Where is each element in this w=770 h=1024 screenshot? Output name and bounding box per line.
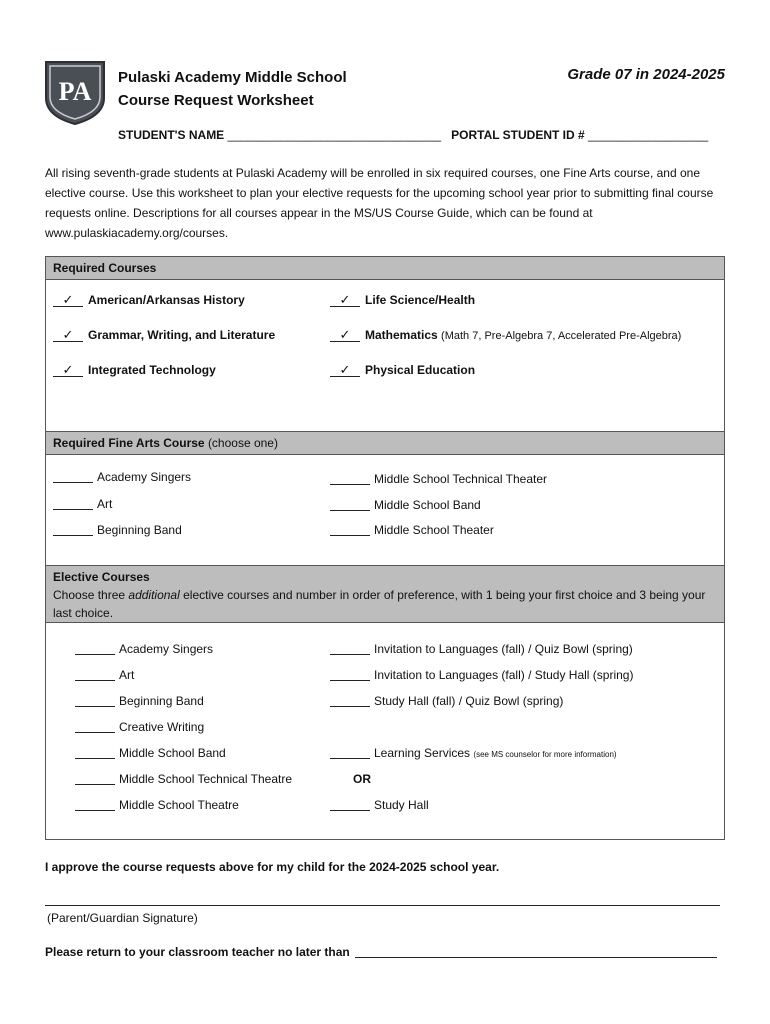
form-heading (118, 66, 347, 112)
elective-option[interactable]: Invitation to Languages (fall) / Study Hall (spring) (330, 668, 633, 682)
portal-id-label: PORTAL STUDENT ID # (451, 128, 585, 142)
checkmark-icon: ✓ (330, 293, 360, 307)
fine-arts-option[interactable]: Middle School Theater (330, 523, 494, 537)
required-course-item: ✓ Life Science/Health (330, 293, 475, 307)
checkmark-icon: ✓ (330, 363, 360, 377)
school-crest-logo (44, 60, 106, 126)
checkmark-icon: ✓ (53, 363, 83, 377)
elective-courses-section (45, 565, 725, 840)
form-title: Course Request Worksheet (118, 92, 314, 109)
intro-paragraph: All rising seventh-grade students at Pulaski Academy will be enrolled in six required courses, one Fine Arts course, and one elective course. Use this worksheet to plan your elective requests for the upcoming school year prior to submitting final course requests online. Descriptions for all courses appear in the MS/US Course Guide, which can be found at www.pulaskiacademy.org/courses. (45, 166, 714, 240)
return-date-line (45, 945, 721, 959)
fine-arts-heading: Required Fine Arts Course (choose one) (46, 432, 724, 455)
student-name-label: STUDENT'S NAME (118, 128, 225, 142)
student-id-line (118, 128, 708, 142)
signature-line[interactable] (45, 905, 720, 906)
signature-label: (Parent/Guardian Signature) (47, 911, 198, 925)
elective-option[interactable]: Middle School Theatre (75, 798, 239, 812)
return-label: Please return to your classroom teacher no later than (45, 945, 350, 959)
required-courses-section (45, 256, 725, 432)
fine-arts-section (45, 431, 725, 566)
required-course-item: ✓ Grammar, Writing, and Literature (53, 328, 275, 342)
fine-arts-option[interactable]: Academy Singers (53, 470, 191, 484)
elective-option-study-hall[interactable]: Study Hall (330, 798, 429, 812)
required-course-item: ✓ Mathematics (Math 7, Pre-Algebra 7, Accelerated Pre-Algebra) (330, 328, 681, 342)
elective-option[interactable]: Art (75, 668, 134, 682)
grade-title: Grade 07 in 2024-2025 (567, 66, 725, 83)
fine-arts-option[interactable]: Middle School Technical Theater (330, 472, 547, 486)
fine-arts-option[interactable]: Art (53, 497, 112, 511)
svg-text:PA: PA (58, 77, 92, 106)
checkmark-icon: ✓ (330, 328, 360, 342)
elective-option[interactable]: Academy Singers (75, 642, 213, 656)
approval-statement: I approve the course requests above for my child for the 2024-2025 school year. (45, 860, 500, 874)
student-name-field[interactable]: ________________________________ (227, 128, 442, 142)
checkmark-icon: ✓ (53, 293, 83, 307)
required-course-item: ✓ Physical Education (330, 363, 475, 377)
required-courses-heading: Required Courses (46, 257, 724, 280)
elective-option[interactable]: Beginning Band (75, 694, 204, 708)
elective-option[interactable]: Invitation to Languages (fall) / Quiz Bowl (spring) (330, 642, 633, 656)
required-course-item: ✓ Integrated Technology (53, 363, 216, 377)
return-date-field[interactable] (355, 945, 717, 958)
portal-id-field[interactable]: __________________ (588, 128, 709, 142)
fine-arts-option[interactable]: Middle School Band (330, 498, 481, 512)
elective-option[interactable]: Study Hall (fall) / Quiz Bowl (spring) (330, 694, 563, 708)
or-label: OR (353, 772, 371, 786)
required-course-item: ✓ American/Arkansas History (53, 293, 245, 307)
elective-option-learning-services[interactable]: Learning Services (see MS counselor for more information) (330, 746, 617, 760)
school-name: Pulaski Academy Middle School (118, 69, 347, 86)
checkmark-icon: ✓ (53, 328, 83, 342)
elective-option[interactable]: Middle School Band (75, 746, 226, 760)
elective-courses-heading: Elective Courses Choose three additional elective courses and number in order of preference, with 1 being your first choice and 3 being your last choice. (46, 566, 724, 623)
elective-option[interactable]: Creative Writing (75, 720, 204, 734)
elective-option[interactable]: Middle School Technical Theatre (75, 772, 292, 786)
fine-arts-option[interactable]: Beginning Band (53, 523, 182, 537)
